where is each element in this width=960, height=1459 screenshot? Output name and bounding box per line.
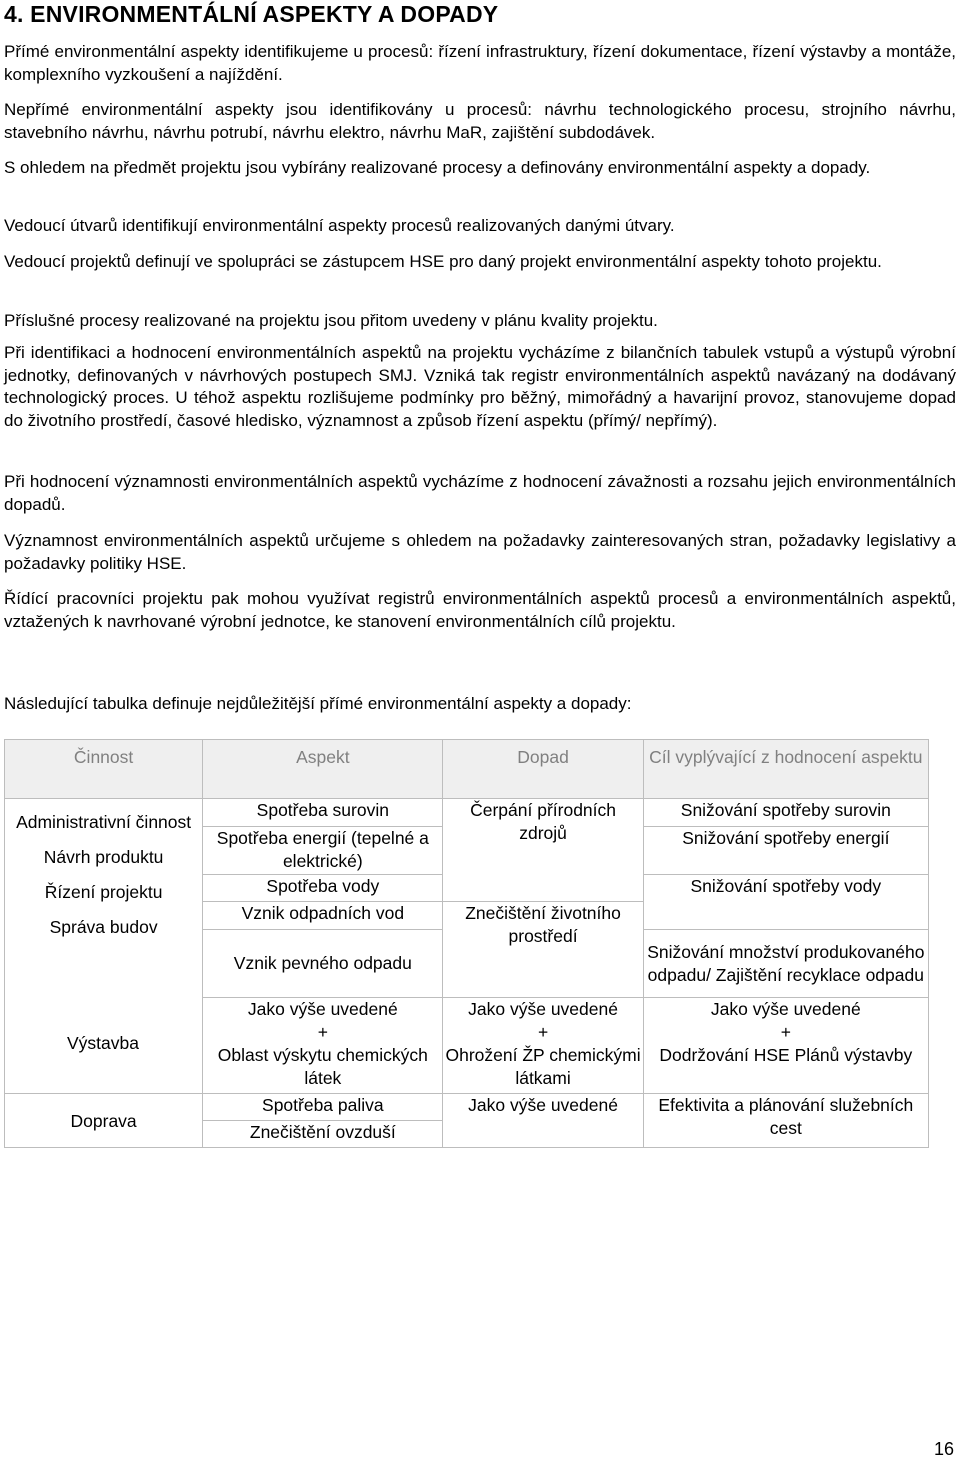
paragraph-quality-plan: Příslušné procesy realizované na projektu jsou přitom uvedeny v plánu kvality projektu.	[4, 311, 658, 330]
impact-natural-resources: Čerpání přírodních zdrojů	[443, 799, 643, 902]
table-row	[5, 799, 929, 827]
header-aspect: Aspekt	[203, 740, 443, 799]
aspect-fuel: Spotřeba paliva	[203, 1094, 443, 1121]
aspect-waste-water: Vznik odpadních vod	[203, 902, 443, 930]
activity-construction: Výstavba	[67, 1033, 139, 1053]
aspect-energy: Spotřeba energií (tepelné a elektrické)	[203, 827, 443, 875]
paragraph-project-managers: Vedoucí projektů definují ve spolupráci se zástupcem HSE pro daný projekt environmentální aspekty tohoto projektu.	[4, 252, 882, 271]
activity-product-design: Návrh produktu	[43, 847, 164, 867]
table-row	[5, 1094, 929, 1121]
impact-environment-pollution: Znečištění životního prostředí	[443, 902, 643, 998]
aspect-water: Spotřeba vody	[203, 875, 443, 902]
impact-chemicals: Jako výše uvedené + Ohrožení ŽP chemickými látkami	[443, 998, 643, 1094]
goal-waste: Snižování množství produkovaného odpadu/ Zajištění recyklace odpadu	[643, 930, 928, 998]
paragraph-identification: Při identifikaci a hodnocení environmentálních aspektů na projektu vycházíme z bilančních tabulek vstupů a výstupů výrobní jednotky, definovaných v návrhových postupech SMJ. Vzniká tak registr environmentálních aspektů navázaný na dodávaný technologický proces. U téhož aspektu rozlišujeme podmínky pro běžný, mimořádný a havarijní provoz, stanovujeme dopad do životního prostředí, časové hledisko, významnost a způsob řízení aspektu (přímý/ nepřímý).	[4, 343, 956, 430]
header-goal: Cíl vyplývající z hodnocení aspektu	[643, 740, 928, 799]
impact-same-as-above: Jako výše uvedené	[443, 1094, 643, 1148]
activity-building-management: Správa budov	[49, 917, 158, 937]
page-number: 16	[933, 1439, 954, 1459]
goal-energy: Snižování spotřeby energií	[643, 827, 928, 875]
section-title: 4. ENVIRONMENTÁLNÍ ASPEKTY A DOPADY	[4, 1, 499, 27]
paragraph-indirect-aspects: Nepřímé environmentální aspekty jsou identifikovány u procesů: návrhu technologického procesu, strojního návrhu, stavebního návrhu, návrhu potrubí, návrhu elektro, návrhu MaR, zajištění subdodávek.	[4, 100, 956, 142]
paragraph-project-subject: S ohledem na předmět projektu jsou vybírány realizované procesy a definovány environmentální aspekty a dopady.	[4, 158, 871, 177]
environmental-aspects-table	[4, 739, 929, 1148]
goal-business-trips: Efektivita a plánování služebních cest	[643, 1094, 928, 1148]
activity-cell-transport	[5, 1094, 203, 1148]
aspect-chemicals: Jako výše uvedené + Oblast výskytu chemických látek	[203, 998, 443, 1094]
aspect-solid-waste: Vznik pevného odpadu	[203, 930, 443, 998]
aspect-air-pollution: Znečištění ovzduší	[203, 1121, 443, 1148]
activity-transport: Doprava	[70, 1111, 137, 1131]
goal-raw-materials: Snižování spotřeby surovin	[643, 799, 928, 827]
paragraph-table-intro: Následující tabulka definuje nejdůležitější přímé environmentální aspekty a dopady:	[4, 694, 632, 713]
header-activity: Činnost	[5, 740, 203, 799]
paragraph-direct-aspects: Přímé environmentální aspekty identifikujeme u procesů: řízení infrastruktury, řízení dokumentace, řízení výstavby a montáže, komplexního vyzkoušení a najíždění.	[4, 42, 956, 84]
paragraph-department-heads: Vedoucí útvarů identifikují environmentální aspekty procesů realizovaných danými útvary.	[4, 216, 675, 235]
paragraph-managers-registers: Řídící pracovníci projektu pak mohou využívat registrů environmentálních aspektů procesů a environmentálních aspektů, vztažených k navrhované výrobní jednotce, ke stanovení environmentálních cílů projektu.	[4, 589, 956, 631]
goal-water: Snižování spotřeby vody	[643, 875, 928, 930]
paragraph-significance-determination: Významnost environmentálních aspektů určujeme s ohledem na požadavky zainteresovaných stran, požadavky legislativy a požadavky politiky HSE.	[4, 531, 956, 573]
activity-administrative: Administrativní činnost	[16, 812, 192, 832]
activity-project-management: Řízení projektu	[44, 882, 163, 902]
aspect-raw-materials: Spotřeba surovin	[203, 799, 443, 827]
table-header-row	[5, 740, 929, 799]
paragraph-significance-evaluation: Při hodnocení významnosti environmentálních aspektů vycházíme z hodnocení závažnosti a rozsahu jejich environmentálních dopadů.	[4, 472, 956, 514]
goal-hse-plans: Jako výše uvedené + Dodržování HSE Plánů výstavby	[643, 998, 928, 1094]
header-impact: Dopad	[443, 740, 643, 799]
